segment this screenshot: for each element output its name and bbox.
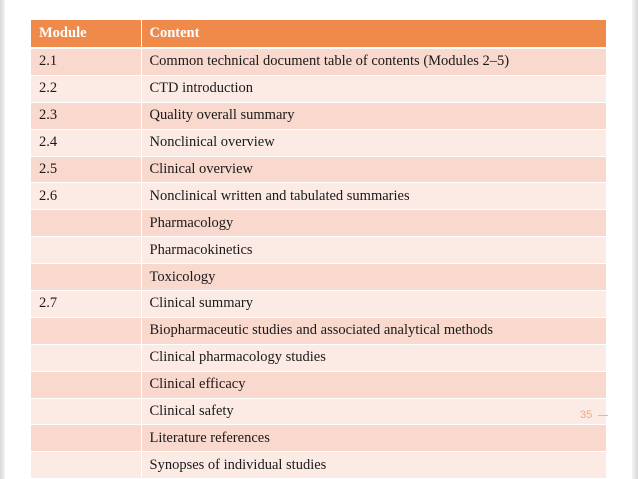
module-cell	[31, 371, 141, 398]
content-cell: Biopharmaceutic studies and associated analytical methods	[141, 317, 606, 344]
slide-number: 35	[580, 409, 593, 421]
table-row	[31, 237, 606, 264]
table-row	[31, 425, 606, 452]
content-cell: Quality overall summary	[141, 102, 606, 129]
table-row	[31, 75, 606, 102]
table-row	[31, 48, 606, 75]
table-row	[31, 129, 606, 156]
ctd-module-table	[31, 20, 607, 479]
module-cell: 2.2	[31, 75, 141, 102]
header-module: Module	[31, 20, 141, 48]
header-content: Content	[141, 20, 606, 48]
module-cell: 2.6	[31, 183, 141, 210]
content-cell: Literature references	[141, 425, 606, 452]
content-cell: Clinical efficacy	[141, 371, 606, 398]
content-cell: CTD introduction	[141, 75, 606, 102]
left-edge-decoration	[0, 0, 5, 479]
module-cell: 2.7	[31, 291, 141, 318]
content-cell: Pharmacokinetics	[141, 237, 606, 264]
table-row	[31, 371, 606, 398]
module-cell: 2.5	[31, 156, 141, 183]
content-cell: Nonclinical written and tabulated summaries	[141, 183, 606, 210]
module-cell	[31, 237, 141, 264]
table-row	[31, 102, 606, 129]
right-edge-decoration	[632, 0, 638, 479]
content-cell: Nonclinical overview	[141, 129, 606, 156]
module-cell	[31, 452, 141, 479]
table-row	[31, 317, 606, 344]
module-cell: 2.1	[31, 48, 141, 75]
content-cell: Clinical overview	[141, 156, 606, 183]
module-cell: 2.4	[31, 129, 141, 156]
content-cell: Synopses of individual studies	[141, 452, 606, 479]
table-row	[31, 183, 606, 210]
content-cell: Pharmacology	[141, 210, 606, 237]
module-cell	[31, 425, 141, 452]
table-header-row	[31, 20, 606, 48]
content-cell: Clinical summary	[141, 291, 606, 318]
module-cell	[31, 317, 141, 344]
module-cell	[31, 398, 141, 425]
table-row	[31, 398, 606, 425]
table-row	[31, 156, 606, 183]
module-cell	[31, 210, 141, 237]
table-row	[31, 344, 606, 371]
module-cell	[31, 264, 141, 291]
table-row	[31, 291, 606, 318]
table-row	[31, 452, 606, 479]
module-cell	[31, 344, 141, 371]
table-row	[31, 210, 606, 237]
content-cell: Clinical safety	[141, 398, 606, 425]
module-cell: 2.3	[31, 102, 141, 129]
slide-number-rule	[598, 415, 608, 416]
table-row	[31, 264, 606, 291]
content-cell: Clinical pharmacology studies	[141, 344, 606, 371]
content-cell: Toxicology	[141, 264, 606, 291]
content-cell: Common technical document table of contents (Modules 2–5)	[141, 48, 606, 75]
